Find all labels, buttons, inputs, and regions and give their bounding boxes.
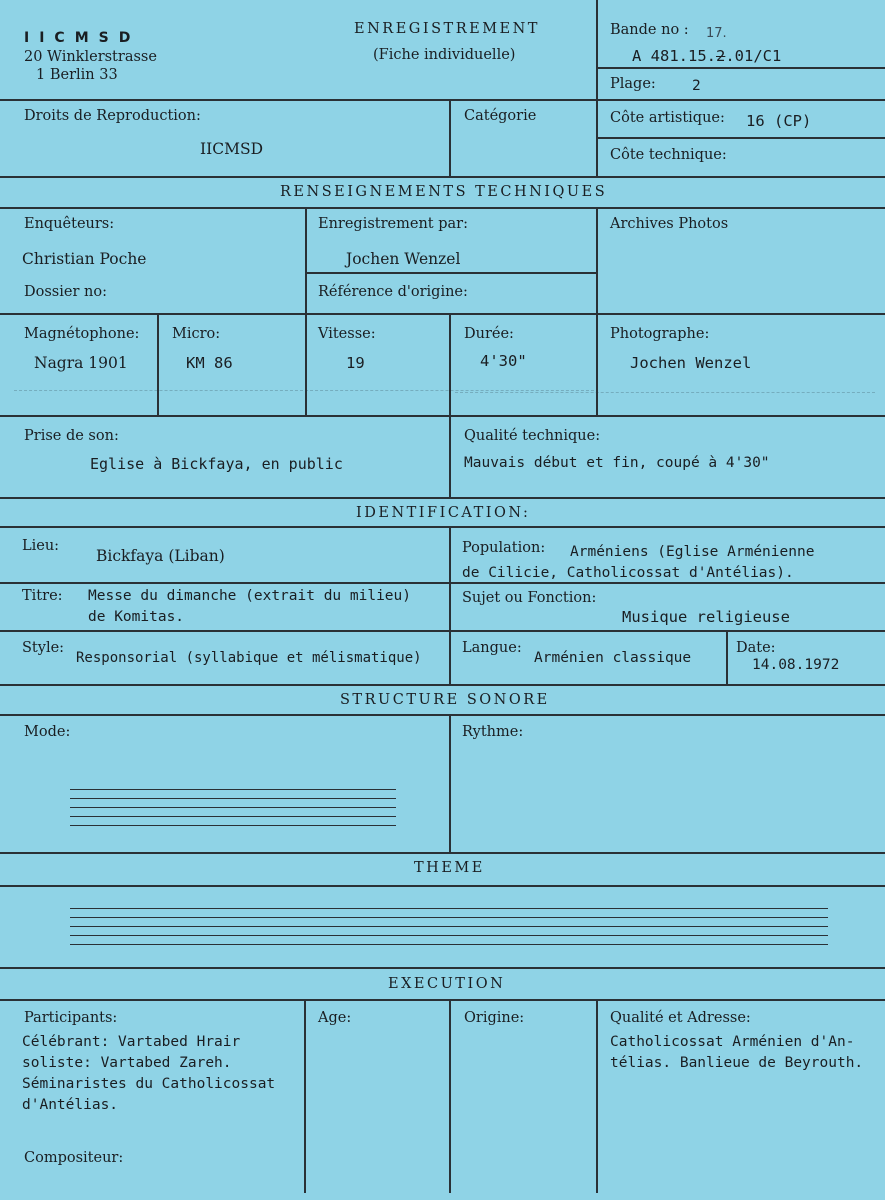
bande-handwritten-correction: 17. <box>706 26 727 41</box>
lieu-label: Lieu: <box>22 538 60 554</box>
mode-staff-line <box>70 825 396 826</box>
dossier-label: Dossier no: <box>24 284 107 300</box>
rule-v-categorie <box>449 99 451 176</box>
rule-structure-head-bottom <box>0 714 885 716</box>
rule-v-rythme <box>449 714 451 852</box>
population-line-1: Arméniens (Eglise Arménienne <box>570 544 815 560</box>
identification-heading: IDENTIFICATION: <box>356 505 531 521</box>
bande-number <box>632 47 781 65</box>
technical-heading: RENSEIGNEMENTS TECHNIQUES <box>280 184 608 200</box>
faint-line-1 <box>14 390 594 391</box>
rule-v-bande <box>596 0 598 176</box>
cote-artistique-value: 16 (CP) <box>746 112 812 130</box>
population-label: Population: <box>462 540 546 556</box>
bande-suffix: .01/C1 <box>725 47 782 65</box>
prise-label: Prise de son: <box>24 428 119 444</box>
rule-ident-head-bottom <box>0 526 885 528</box>
mode-label: Mode: <box>24 724 71 740</box>
photographe-value: Jochen Wenzel <box>630 354 752 372</box>
rule-v-enreg-left <box>305 207 307 415</box>
magnetophone-value: Nagra 1901 <box>34 354 128 372</box>
mode-staff-line <box>70 789 396 790</box>
theme-staff-line <box>70 908 828 909</box>
sujet-label: Sujet ou Fonction: <box>462 590 597 606</box>
participants-line: soliste: Vartabed Zareh. <box>22 1055 232 1071</box>
theme-staff-line <box>70 935 828 936</box>
enqueteurs-value: Christian Poche <box>22 250 147 268</box>
mode-staff-line <box>70 807 396 808</box>
address-line-2: 1 Berlin 33 <box>36 67 118 83</box>
droits-value: IICMSD <box>200 140 264 158</box>
duree-value: 4'30" <box>480 352 527 370</box>
enregistrement-value: Jochen Wenzel <box>346 250 461 268</box>
titre-line-1: Messe du dimanche (extrait du milieu) <box>88 588 412 604</box>
rule-theme-head-bottom <box>0 885 885 887</box>
qualite-technique-value: Mauvais début et fin, coupé à 4'30" <box>464 455 770 471</box>
bande-label: Bande no : <box>610 22 689 38</box>
qualite-technique-label: Qualité technique: <box>464 428 601 444</box>
institute-name: IICMSD <box>24 30 141 46</box>
vitesse-label: Vitesse: <box>318 326 376 342</box>
theme-staff-line <box>70 917 828 918</box>
date-value: 14.08.1972 <box>752 657 840 673</box>
rule-style-top <box>0 630 885 632</box>
rule-header-bottom <box>0 99 885 101</box>
age-label: Age: <box>318 1010 352 1026</box>
mode-staff-line <box>70 798 396 799</box>
address-line-1: 20 Winklerstrasse <box>24 49 157 65</box>
bande-value: A 481.15. <box>632 47 716 65</box>
population-line-2: de Cilicie, Catholicossat d'Antélias). <box>462 565 794 581</box>
enqueteurs-label: Enquêteurs: <box>24 216 115 232</box>
qualite-adresse-line: Catholicossat Arménien d'An- <box>610 1034 855 1050</box>
rule-v-identification <box>449 526 451 684</box>
origine-label: Origine: <box>464 1010 525 1026</box>
structure-heading: STRUCTURE SONORE <box>340 692 550 708</box>
faint-line-2 <box>455 392 875 393</box>
mode-staff-line <box>70 816 396 817</box>
vitesse-value: 19 <box>346 354 365 372</box>
lieu-value: Bickfaya (Liban) <box>96 547 225 565</box>
theme-heading: THEME <box>414 860 485 876</box>
titre-label: Titre: <box>22 588 63 604</box>
compositeur-label: Compositeur: <box>24 1150 124 1166</box>
rule-enreg-mid <box>305 272 596 274</box>
droits-label: Droits de Reproduction: <box>24 108 201 124</box>
rule-structure-top <box>0 684 885 686</box>
date-label: Date: <box>736 640 776 656</box>
plage-value: 2 <box>692 78 701 94</box>
rule-execution-top <box>0 967 885 969</box>
rule-theme-top <box>0 852 885 854</box>
langue-value: Arménien classique <box>534 650 692 666</box>
rule-v-date <box>726 630 728 684</box>
micro-label: Micro: <box>172 326 221 342</box>
titre-line-2: de Komitas. <box>88 609 185 625</box>
magnetophone-label: Magnétophone: <box>24 326 140 342</box>
rule-ident-top <box>0 497 885 499</box>
cote-technique-label: Côte technique: <box>610 147 727 163</box>
style-value: Responsorial (syllabique et mélismatique) <box>76 650 422 666</box>
participants-line: Célébrant: Vartabed Hrair <box>22 1034 241 1050</box>
archives-label: Archives Photos <box>610 216 729 232</box>
categorie-label: Catégorie <box>464 108 537 124</box>
rule-v-duree <box>449 313 451 415</box>
rule-v-archives <box>596 207 598 415</box>
sujet-value: Musique religieuse <box>622 608 790 626</box>
duree-label: Durée: <box>464 326 514 342</box>
rule-prise-top <box>0 415 885 417</box>
rule-v-micro <box>157 313 159 415</box>
cote-artistique-label: Côte artistique: <box>610 110 725 126</box>
participants-line: Séminaristes du Catholicossat <box>22 1076 276 1092</box>
photographe-label: Photographe: <box>610 326 710 342</box>
rythme-label: Rythme: <box>462 724 524 740</box>
participants-line: d'Antélias. <box>22 1097 119 1113</box>
qualite-adresse-label: Qualité et Adresse: <box>610 1010 751 1026</box>
rule-v-age <box>304 999 306 1193</box>
plage-label: Plage: <box>610 76 656 92</box>
rule-titre-top <box>0 582 885 584</box>
form-title: ENREGISTREMENT <box>354 21 540 37</box>
prise-value: Eglise à Bickfaya, en public <box>90 455 343 473</box>
execution-heading: EXECUTION <box>388 976 506 992</box>
rule-v-adresse <box>596 999 598 1193</box>
qualite-adresse-line: télias. Banlieue de Beyrouth. <box>610 1055 864 1071</box>
rule-v-origine <box>449 999 451 1193</box>
langue-label: Langue: <box>462 640 522 656</box>
micro-value: KM 86 <box>186 354 233 372</box>
rule-magneto-top <box>0 313 885 315</box>
reference-label: Référence d'origine: <box>318 284 468 300</box>
rule-tech-head-bottom <box>0 207 885 209</box>
rule-v-qualite <box>449 415 451 497</box>
theme-staff-line <box>70 926 828 927</box>
participants-label: Participants: <box>24 1010 118 1026</box>
rule-execution-head-bottom <box>0 999 885 1001</box>
enregistrement-label: Enregistrement par: <box>318 216 468 232</box>
rule-cote-mid <box>596 137 885 139</box>
rule-plage-top <box>596 67 885 69</box>
form-subtitle: (Fiche individuelle) <box>373 47 516 63</box>
bande-struck-digit: 2 <box>716 47 726 65</box>
style-label: Style: <box>22 640 65 656</box>
rule-tech-top <box>0 176 885 178</box>
theme-staff-line <box>70 944 828 945</box>
